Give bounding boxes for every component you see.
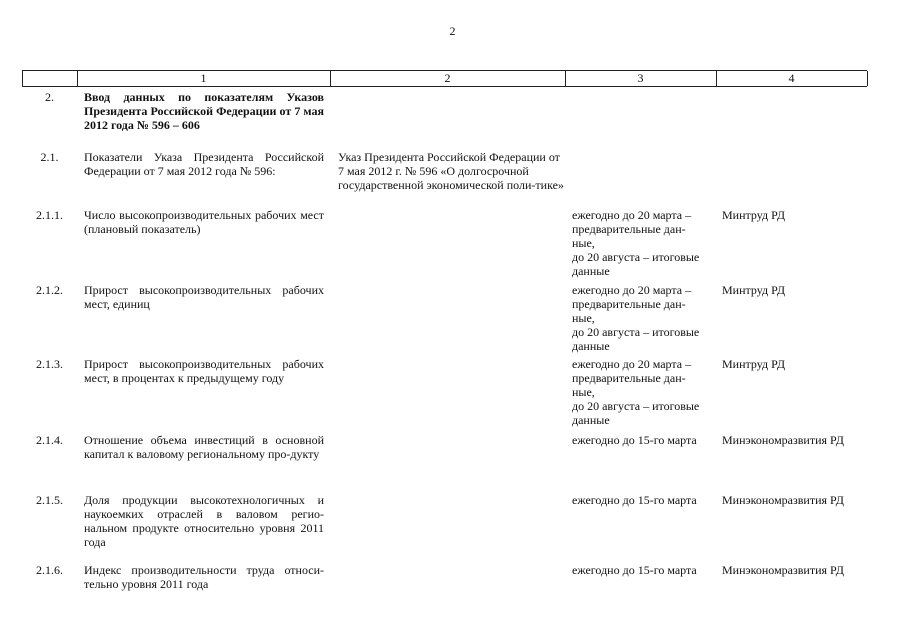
page-number: 2 [449,24,456,38]
deadline-line: до 20 августа – итоговые [572,399,700,413]
deadline-line: предварительные дан- [572,371,686,385]
row-responsible: Минтруд РД [722,208,786,222]
row-description: Прирост высокопроизводительных рабочих мест, в процентах к предыдущему году [84,357,324,385]
row-basis: Указ Президента Российской Федерации от 7 мая 2012 г. № 596 «О долгосрочной государственной экономической поли-тике» [338,150,564,192]
row-description: Ввод данных по показателям Указов Президента Российской Федерации от 7 мая 2012 года № 596 – 606 [84,90,324,132]
row-description: Доля продукции высокотехнологичных и наукоемких отраслей в валовом регио-нальном продукте относительно уровня 2011 года [84,493,324,549]
deadline-line: ежегодно до 15-го марта [572,563,697,577]
deadline-line: данные [572,413,610,427]
row-deadline [572,433,712,447]
table-header [22,70,867,87]
row-number: 2.1.5. [36,493,63,507]
deadline-line: ные, [572,236,595,250]
deadline-line: ежегодно до 20 марта – [572,208,692,222]
row-deadline [572,283,712,353]
column-header-3: 3 [637,71,644,85]
row-number: 2.1. [40,150,59,164]
row-description: Число высокопроизводительных рабочих мест (плановый показатель) [84,208,324,236]
row-number: 2.1.4. [36,433,63,447]
column-header-4: 4 [788,71,795,85]
deadline-line: ежегодно до 20 марта – [572,283,692,297]
row-responsible: Минтруд РД [722,357,786,371]
deadline-line: до 20 августа – итоговые [572,250,700,264]
row-responsible: Минэкономразвития РД [722,493,844,507]
row-number: 2.1.6. [36,563,63,577]
deadline-line: ежегодно до 15-го марта [572,433,697,447]
deadline-line: ные, [572,311,595,325]
row-number: 2. [45,90,54,104]
row-deadline [572,563,712,577]
column-header-1: 1 [200,71,207,85]
deadline-line: до 20 августа – итоговые [572,325,700,339]
row-responsible: Минтруд РД [722,283,786,297]
row-description: Отношение объема инвестиций в основной капитал к валовому региональному про-дукту [84,433,324,461]
deadline-line: данные [572,264,610,278]
row-number: 2.1.1. [36,208,63,222]
row-number: 2.1.3. [36,357,63,371]
column-header-2: 2 [444,71,451,85]
row-responsible: Минэкономразвития РД [722,563,844,577]
row-deadline [572,357,712,427]
row-number: 2.1.2. [36,283,63,297]
deadline-line: ные, [572,385,595,399]
deadline-line: ежегодно до 20 марта – [572,357,692,371]
row-description: Прирост высокопроизводительных рабочих мест, единиц [84,283,324,311]
deadline-line: данные [572,339,610,353]
deadline-line: предварительные дан- [572,297,686,311]
row-deadline [572,208,712,278]
row-description: Индекс производительности труда относи-тельно уровня 2011 года [84,563,324,591]
row-responsible: Минэкономразвития РД [722,433,844,447]
deadline-line: ежегодно до 15-го марта [572,493,697,507]
row-deadline [572,493,712,507]
deadline-line: предварительные дан- [572,222,686,236]
row-description: Показатели Указа Президента Российской Федерации от 7 мая 2012 года № 596: [84,150,324,178]
